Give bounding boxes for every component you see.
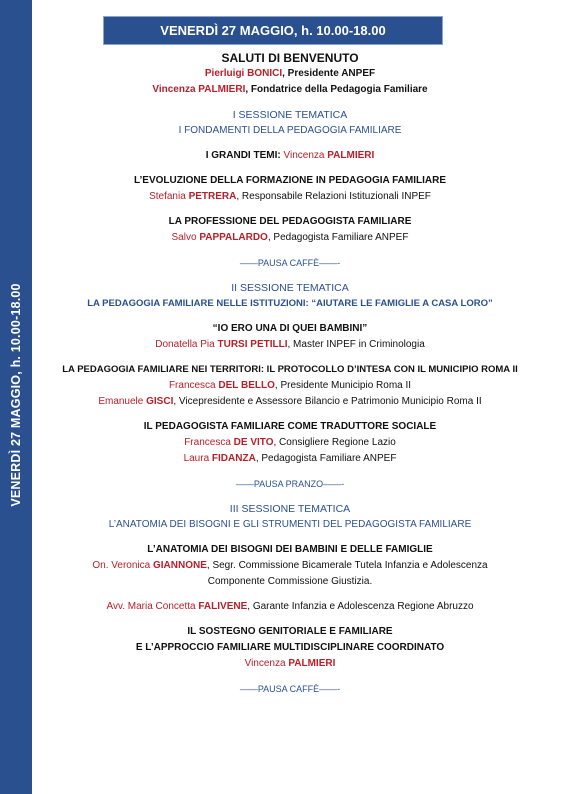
speaker-last: PALMIERI xyxy=(288,658,336,669)
speaker-last: GIANNONE xyxy=(152,560,207,571)
talk-traduttore-title: IL PEDAGOGISTA FAMILIARE COME TRADUTTORE SOCIALE xyxy=(143,421,437,432)
program xyxy=(40,50,540,697)
grandi-temi xyxy=(40,148,540,164)
session-3-subtitle: L’ANATOMIA DEI BISOGNI E GLI STRUMENTI DEL PEDAGOGISTA FAMILIARE xyxy=(108,519,472,530)
speaker-role: , Pedagogista Familiare ANPEF xyxy=(255,453,397,464)
speaker-last: TURSI PETILLI xyxy=(217,339,288,350)
session-2-heading: II SESSIONE TEMATICA xyxy=(231,282,349,294)
session-1-heading: I SESSIONE TEMATICA xyxy=(232,109,348,121)
session-3-heading: III SESSIONE TEMATICA xyxy=(229,503,351,515)
session-1-subtitle: I FONDAMENTI DELLA PEDAGOGIA FAMILIARE xyxy=(178,125,402,136)
grandi-temi-label: I GRANDI TEMI: xyxy=(205,150,284,161)
pause-coffee-2: ——PAUSA CAFFÈ——- xyxy=(239,684,341,694)
speaker-first: Francesca xyxy=(184,437,234,448)
talk-sostegno-title-2: E L’APPROCCIO FAMILIARE MULTIDISCIPLINARE COORDINATO xyxy=(135,642,445,653)
talk-anatomia-title: L’ANATOMIA DEI BISOGNI DEI BAMBINI E DELLE FAMIGLIE xyxy=(147,544,433,555)
talk-territori-speaker-1 xyxy=(40,378,540,394)
speaker-role: , Fondatrice della Pedagogia Familiare xyxy=(245,84,428,95)
speaker-last: DE VITO xyxy=(233,437,274,448)
speaker-first: Salvo xyxy=(171,232,200,243)
session-2-subtitle: LA PEDAGOGIA FAMILIARE NELLE ISTITUZIONI: “AIUTARE LE FAMIGLIE A CASA LORO” xyxy=(87,298,493,309)
speaker-last: PAPPALARDO xyxy=(199,232,268,243)
speaker-name: Vincenza PALMIERI xyxy=(152,84,246,95)
speaker-first: Emanuele xyxy=(98,396,147,407)
speaker-first: Avv. Maria Concetta xyxy=(106,601,199,612)
talk-professione-speaker xyxy=(40,230,540,246)
talk-territori-speaker-2 xyxy=(40,394,540,410)
speaker-role: , Responsabile Relazioni Istituzionali INPEF xyxy=(236,191,431,202)
speaker-first: Donatella Pia xyxy=(155,339,218,350)
talk-sostegno-title-1: IL SOSTEGNO GENITORIALE E FAMILIARE xyxy=(187,626,393,637)
speaker-last: FALIVENE xyxy=(198,601,248,612)
speaker-first: Francesca xyxy=(168,380,219,391)
pause-coffee-1: ——PAUSA CAFFÈ——- xyxy=(239,258,341,268)
speaker-first: Laura xyxy=(183,453,212,464)
speaker-role: , Master INPEF in Criminologia xyxy=(287,339,425,350)
speaker-first: Vincenza xyxy=(283,150,328,161)
speaker-last: PETRERA xyxy=(188,191,237,202)
speaker-first: On. Veronica xyxy=(92,560,153,571)
speaker-role: , Vicepresidente e Assessore Bilancio e Patrimonio Municipio Roma II xyxy=(173,396,482,407)
talk-sostegno-speaker xyxy=(40,656,540,672)
talk-bambini-title: “IO ERO UNA DI QUEI BAMBINI” xyxy=(212,323,368,334)
speaker-role: , Presidente Municipio Roma II xyxy=(274,380,412,391)
talk-anatomia-speaker xyxy=(40,558,540,574)
talk-evoluzione-speaker xyxy=(40,189,540,205)
welcome-speaker-1 xyxy=(40,66,540,82)
welcome-title: SALUTI DI BENVENUTO xyxy=(221,51,359,65)
talk-traduttore-speaker-2 xyxy=(40,451,540,467)
talk-traduttore-speaker-1 xyxy=(40,435,540,451)
talk-anatomia-role-2: Componente Commissione Giustizia. xyxy=(207,576,373,587)
speaker-first: Vincenza xyxy=(244,658,289,669)
date-header: VENERDÌ 27 MAGGIO, h. 10.00-18.00 xyxy=(104,17,442,44)
speaker-role: , Garante Infanzia e Adolescenza Regione Abruzzo xyxy=(247,601,474,612)
talk-territori-title: LA PEDAGOGIA FAMILIARE NEI TERRITORI: IL PROTOCOLLO D’INTESA CON IL MUNICIPIO ROMA II xyxy=(62,364,518,375)
side-band xyxy=(0,0,32,794)
speaker-last: PALMIERI xyxy=(327,150,375,161)
talk-professione-title: LA PROFESSIONE DEL PEDAGOGISTA FAMILIARE xyxy=(168,216,412,227)
speaker-role: , Segr. Commissione Bicamerale Tutela Infanzia e Adolescenza xyxy=(206,560,488,571)
talk-falivene-speaker xyxy=(40,599,540,615)
speaker-role: , Consigliere Regione Lazio xyxy=(273,437,396,448)
side-date-label: VENERDÌ 27 MAGGIO, h. 10.00-18.00 xyxy=(9,283,23,507)
speaker-last: DEL BELLO xyxy=(218,380,275,391)
speaker-role: , Pedagogista Familiare ANPEF xyxy=(267,232,409,243)
speaker-name: Pierluigi BONICI xyxy=(204,68,283,79)
talk-evoluzione-title: L’EVOLUZIONE DELLA FORMAZIONE IN PEDAGOGIA FAMILIARE xyxy=(133,175,447,186)
talk-bambini-speaker xyxy=(40,337,540,353)
speaker-last: FIDANZA xyxy=(211,453,256,464)
speaker-role: , Presidente ANPEF xyxy=(282,68,376,79)
pause-lunch: ——PAUSA PRANZO——- xyxy=(235,479,345,489)
speaker-last: GISCI xyxy=(146,396,174,407)
speaker-first: Stefania xyxy=(149,191,189,202)
welcome-speaker-2 xyxy=(40,82,540,98)
